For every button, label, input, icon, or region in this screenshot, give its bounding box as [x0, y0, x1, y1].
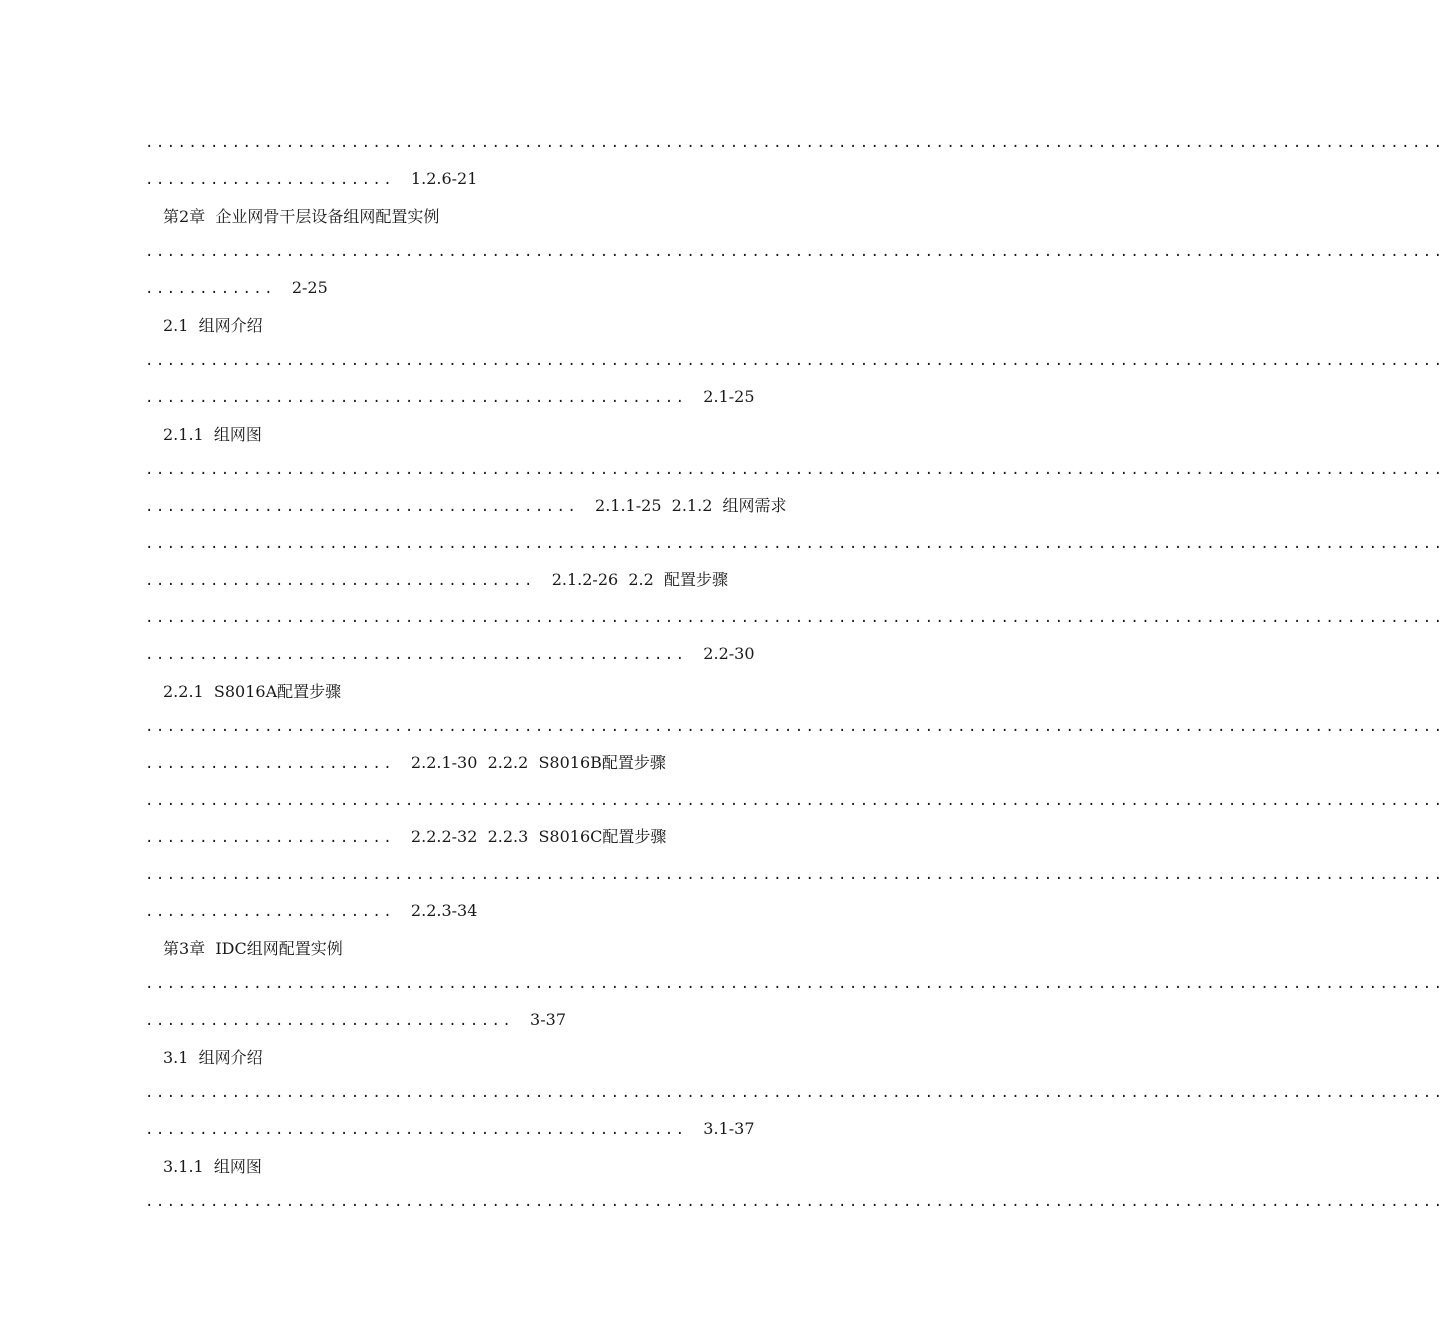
- toc-heading[interactable]: 3.1.1 组网图: [163, 1157, 262, 1176]
- toc-heading[interactable]: 3.1 组网介绍: [163, 1048, 263, 1067]
- toc-page-line[interactable]: [145, 496, 787, 516]
- toc-page-line[interactable]: [145, 901, 477, 921]
- dot-leader: ........................................................................................................................: [145, 1194, 1444, 1210]
- dot-leader-tail: ....................................: [145, 573, 535, 589]
- dot-leader: ........................................................................................................................: [145, 610, 1444, 626]
- toc-page-line[interactable]: [145, 753, 666, 773]
- toc-page-line[interactable]: [145, 169, 477, 189]
- toc-page-reference: 2.1-25: [703, 387, 755, 406]
- dot-leader: ........................................................................................................................: [145, 353, 1444, 369]
- dot-leader: ........................................................................................................................: [145, 462, 1444, 478]
- dot-leader: ........................................................................................................................: [145, 536, 1444, 552]
- toc-page-line[interactable]: [145, 644, 755, 664]
- toc-page-reference: 1.2.6-21: [410, 169, 478, 188]
- toc-heading[interactable]: 2.1 组网介绍: [163, 316, 263, 335]
- dot-leader: ........................................................................................................................: [145, 719, 1444, 735]
- toc-page-line[interactable]: [145, 570, 728, 590]
- toc-heading[interactable]: 2.1.1 组网图: [163, 425, 262, 444]
- toc-page-reference: 2.2.3-34: [410, 901, 478, 920]
- dot-leader: ........................................................................................................................: [145, 976, 1444, 992]
- toc-page-reference: 2.1.1-25 2.1.2 组网需求: [595, 496, 787, 515]
- toc-heading[interactable]: 2.2.1 S8016A配置步骤: [163, 682, 342, 701]
- toc-heading[interactable]: 第2章 企业网骨干层设备组网配置实例: [163, 207, 440, 226]
- dot-leader-tail: .......................: [145, 756, 395, 772]
- dot-leader: ........................................................................................................................: [145, 244, 1444, 260]
- dot-leader: ........................................................................................................................: [145, 135, 1444, 151]
- toc-page-reference: 2-25: [291, 278, 328, 297]
- toc-page-line[interactable]: [145, 827, 666, 847]
- dot-leader-tail: ............: [145, 281, 275, 297]
- dot-leader-tail: ..................................: [145, 1013, 514, 1029]
- toc-page-line[interactable]: [145, 278, 328, 298]
- dot-leader-tail: ........................................: [145, 499, 579, 515]
- toc-page-reference: 2.1.2-26 2.2 配置步骤: [551, 570, 728, 589]
- dot-leader-tail: .......................: [145, 904, 395, 920]
- dot-leader: ........................................................................................................................: [145, 867, 1444, 883]
- dot-leader-tail: ..................................................: [145, 1122, 687, 1138]
- dot-leader-tail: ..................................................: [145, 390, 687, 406]
- toc-page-reference: 2.2.1-30 2.2.2 S8016B配置步骤: [410, 753, 666, 772]
- dot-leader: ........................................................................................................................: [145, 1085, 1444, 1101]
- dot-leader-tail: .......................: [145, 172, 395, 188]
- dot-leader-tail: .......................: [145, 830, 395, 846]
- toc-page-reference: 3.1-37: [703, 1119, 755, 1138]
- toc-page-reference: 2.2.2-32 2.2.3 S8016C配置步骤: [410, 827, 667, 846]
- toc-heading[interactable]: 第3章 IDC组网配置实例: [163, 939, 343, 958]
- toc-page-line[interactable]: [145, 387, 755, 407]
- toc-page-line[interactable]: [145, 1010, 566, 1030]
- dot-leader: ........................................................................................................................: [145, 793, 1444, 809]
- dot-leader-tail: ..................................................: [145, 647, 687, 663]
- toc-page-reference: 3-37: [530, 1010, 566, 1029]
- toc-page-reference: 2.2-30: [703, 644, 755, 663]
- toc-page-line[interactable]: [145, 1119, 755, 1139]
